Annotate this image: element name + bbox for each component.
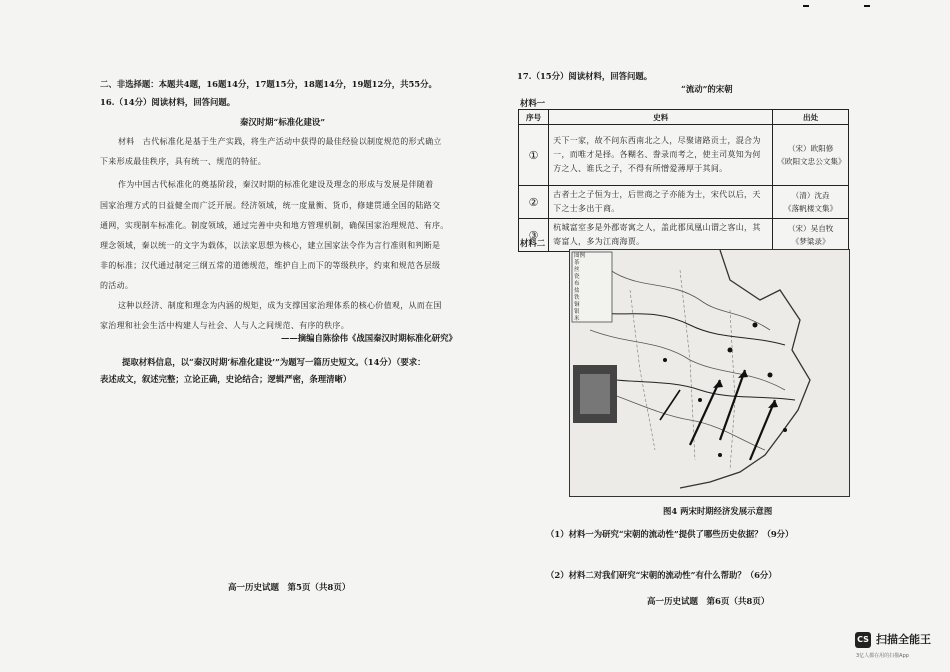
q16-intro: 16.（14分）阅读材料，回答问题。 — [100, 97, 236, 107]
row-source-author: （宋）欧阳修 — [787, 144, 834, 153]
row-source-book: 《欧阳文忠公文集》 — [777, 157, 846, 166]
map-drawing — [570, 250, 849, 496]
q16-title: 秦汉时期“标准化建设” — [240, 117, 326, 127]
legend-item: 米 — [574, 316, 580, 322]
material-line: 国家治理方式的日益健全而广泛开展。经济领域，统一度量衡、货币，修建贯通全国的陆路交 — [100, 201, 441, 210]
legend-item: 铁 — [574, 295, 580, 301]
q17-intro: 17.（15分）阅读材料，回答问题。 — [517, 71, 653, 81]
scan-mark — [864, 5, 870, 7]
row-text: 天下一家，故不问东西南北之人，尽聚诸路贡士，混合为一，而唯才是择。各糊名、誊录而考之，使主司莫知为何方之人、谁氏之子，不得有所憎爱薄厚于其间。 — [549, 125, 773, 186]
row-text: 杭城富室多是外郡寄寓之人，盖此郡凤凰山谓之客山，其寄富人，多为江商海贾。 — [549, 219, 773, 252]
material-line: 理念领域，秦以统一的文字为载体，以法家思想为核心，建立国家法令作为言行准则和判断是 — [100, 241, 441, 250]
material-line: 通网，实现制车标准化。制度领域，通过完善中央和地方管理机制，确保国家治理规范、有序。 — [100, 221, 449, 230]
map-legend — [574, 253, 585, 323]
table-row — [519, 219, 849, 252]
section-heading: 二、非选择题：本题共4题，16题14分，17题15分，18题14分，19题12分，共55分。 — [100, 79, 437, 89]
source-table — [518, 109, 849, 252]
q16-task: 提取材料信息，以“秦汉时期‘标准化建设’”为题写一篇历史短文。（14分）（要求： — [122, 357, 426, 367]
row-source-book: 《落帆楼文集》 — [784, 204, 838, 213]
row-source-author: （宋）吴自牧 — [787, 224, 834, 233]
watermark-title: 扫描全能王 — [876, 633, 931, 646]
legend-item: 银 — [574, 309, 580, 315]
q16-task-requirements: 表述成文，叙述完整；立论正确，史论结合；逻辑严密，条理清晰） — [100, 374, 352, 384]
legend-item: 茶 — [574, 260, 580, 266]
material-line: 下来形成最佳秩序，具有统一、规范的特征。 — [100, 157, 266, 166]
material2-label: 材料二 — [520, 238, 546, 248]
legend-item: 铜 — [574, 302, 580, 308]
q17-sub1: （1）材料一为研究“宋朝的流动性”提供了哪些历史依据？（9分） — [546, 529, 794, 539]
row-number: ① — [519, 125, 549, 186]
row-number: ③ — [519, 219, 549, 252]
camscanner-logo-icon: CS — [855, 632, 871, 648]
page-footer-left: 高一历史试题 第5页（共8页） — [228, 583, 351, 593]
page-footer-right: 高一历史试题 第6页（共8页） — [647, 597, 770, 607]
q17-sub2: （2）材料二对我们研究“宋朝的流动性”有什么帮助？（6分） — [546, 570, 777, 580]
material-line: 的活动。 — [100, 281, 134, 290]
material-line: 这种以经济、制度和理念为内涵的规矩，成为支撑国家治理体系的核心价值观，从而在国 — [118, 301, 442, 310]
map-caption: 图4 两宋时期经济发展示意图 — [663, 506, 773, 516]
col-header: 出处 — [773, 110, 849, 125]
economic-map — [569, 249, 850, 497]
row-source-book: 《梦粱录》 — [791, 237, 830, 246]
material-line: 材料 古代标准化是基于生产实践，将生产活动中获得的最佳经验以制度规范的形式确立 — [118, 137, 442, 146]
row-source-author: （清）沈垚 — [791, 191, 830, 200]
legend-item: 布 — [574, 281, 580, 287]
material-line: 家治理和社会生活中构建人与社会、人与人之间规范、有序的秩序。 — [100, 321, 349, 330]
table-row — [519, 125, 849, 186]
material-line: 非的标准；汉代通过制定三纲五常的道德规范，维护自上而下的等级秩序，约束和规范各层级 — [100, 261, 441, 270]
watermark-subtitle: 3亿人都在用的扫描App — [856, 653, 909, 659]
table-row — [519, 186, 849, 219]
col-header: 史料 — [549, 110, 773, 125]
material-line: 作为中国古代标准化的奠基阶段，秦汉时期的标准化建设及理念的形成与发展是伴随着 — [118, 180, 434, 189]
legend-item: 瓷 — [574, 274, 580, 280]
row-number: ② — [519, 186, 549, 219]
q17-title: “流动”的宋朝 — [681, 84, 733, 94]
legend-item: 图例 — [574, 253, 586, 259]
material1-label: 材料一 — [520, 98, 546, 108]
citation: ——摘编自陈徐伟《战国秦汉时期标准化研究》 — [281, 333, 457, 343]
legend-item: 丝 — [574, 267, 580, 273]
col-header: 序号 — [519, 110, 549, 125]
table-header-row — [519, 110, 849, 125]
row-text: 古者士之子恒为士，后世商之子亦能为士，宋代以后，天下之士多出于商。 — [549, 186, 773, 219]
scan-mark — [803, 5, 809, 7]
legend-item: 盐 — [574, 288, 580, 294]
